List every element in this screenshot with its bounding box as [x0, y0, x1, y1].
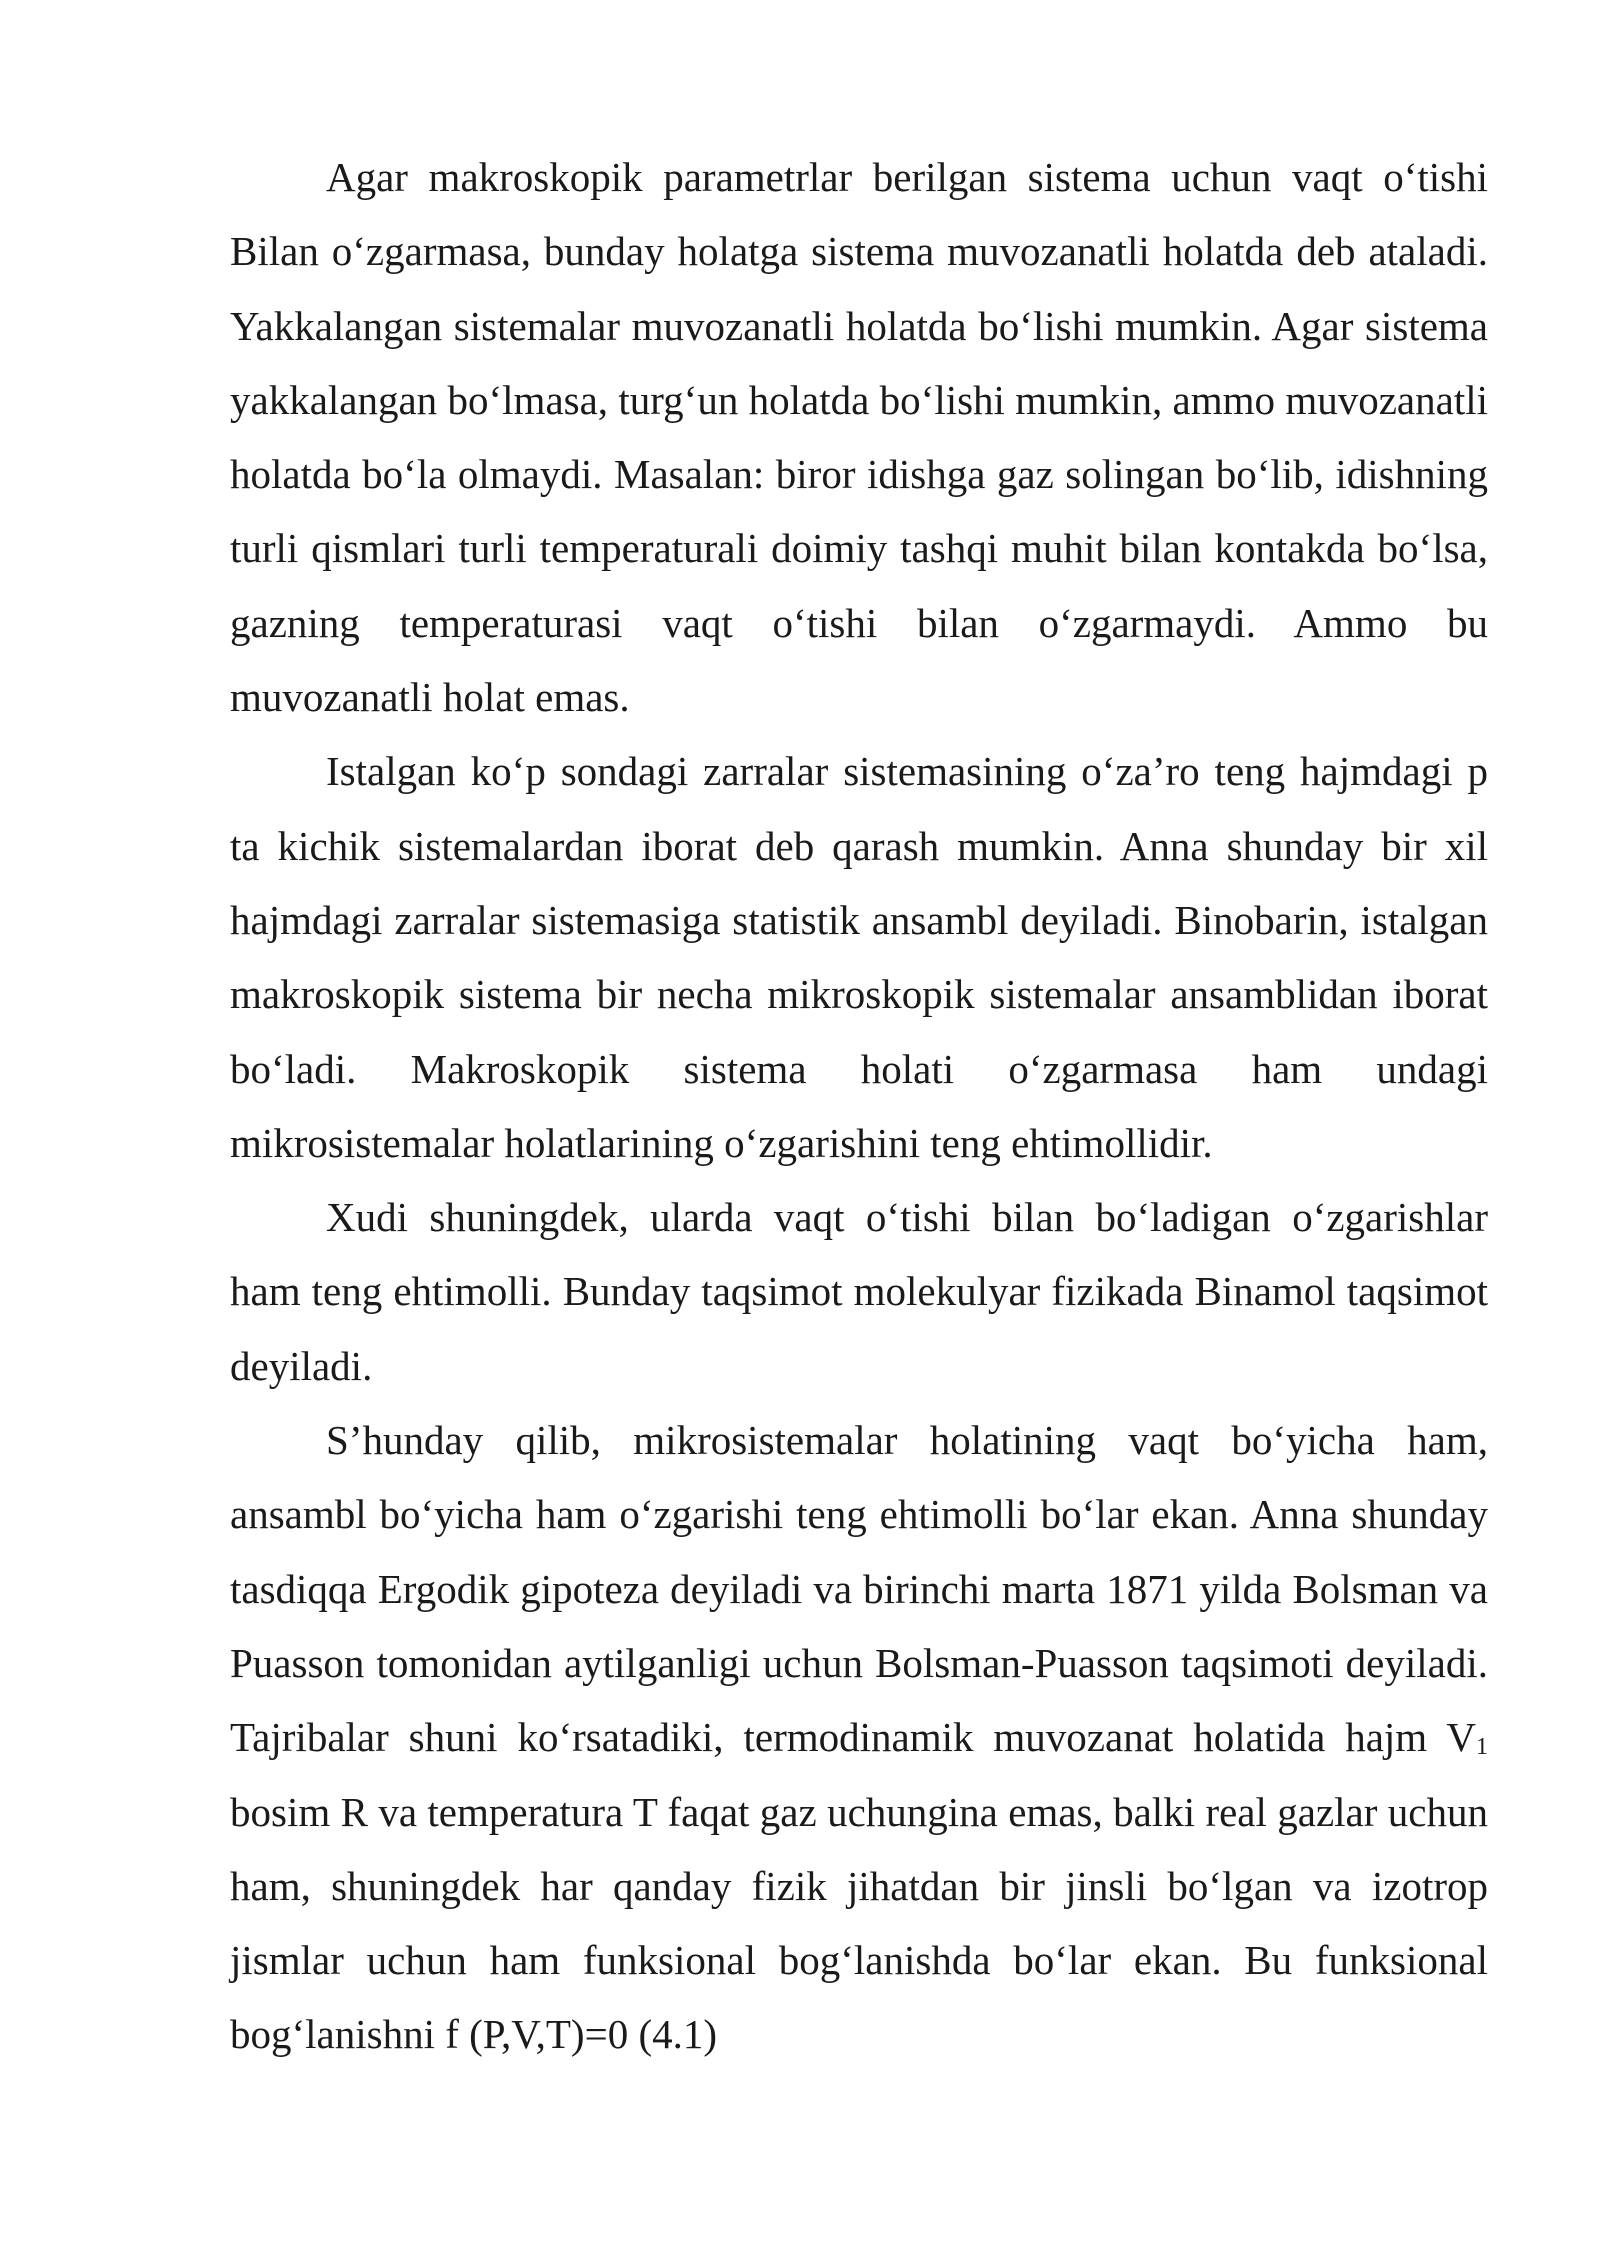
- paragraph-statistical-ensemble: Istalgan ko‘p sondagi zarralar sistemasining o‘za’ro teng hajmdagi p ta kichik sistemalardan iborat deb qarash mumkin. Anna shunday bir xil hajmdagi zarralar sistemasiga statistik ansambl deyiladi. Binobarin, istalgan makroskopik sistema bir necha mikroskopik sistemalar ansamblidan iborat bo‘ladi. Makroskopik sistema holati o‘zgarmasa ham undagi mikrosistemalar holatlarining o‘zgarishini teng ehtimollidir.: [230, 748, 1488, 1166]
- ergodic-text-part1: S’hunday qilib, mikrosistemalar holatining vaqt bo‘yicha ham, ansambl bo‘yicha ham o‘zgarishi teng ehtimolli bo‘lar ekan. Anna shunday tasdiqqa Ergodik gipoteza deyiladi va birinchi marta 1871 yilda Bolsman va Puasson tomonidan aytilganligi uchun Bolsman-Puasson taqsimoti deyiladi. Tajribalar shuni ko‘rsatadiki, termodinamik muvozanat holatida hajm V: [230, 1417, 1488, 1761]
- document-page: [230, 140, 1488, 2072]
- ergodic-text-part2: bosim R va temperatura T faqat gaz uchungina emas, balki real gazlar uchun ham, shuningdek har qanday fizik jihatdan bir jinsli bo‘lgan va izotrop jismlar uchun ham funksional bog‘lanishda bo‘lar ekan. Bu funksional bog‘lanishni f (P,V,T)=0 (4.1): [230, 1788, 1488, 2058]
- paragraph-distribution: Xudi shuningdek, ularda vaqt o‘tishi bilan bo‘ladigan o‘zgarishlar ham teng ehtimolli. Bunday taqsimot molekulyar fizikada Binamol taqsimot deyiladi.: [230, 1194, 1488, 1389]
- paragraph-ergodic-hypothesis: [230, 1403, 1488, 2072]
- volume-subscript: 1: [1476, 1734, 1488, 1761]
- paragraph-equilibrium: Agar makroskopik parametrlar berilgan sistema uchun vaqt o‘tishi Bilan o‘zgarmasa, bunday holatga sistema muvozanatli holatda deb ataladi. Yakkalangan sistemalar muvozanatli holatda bo‘lishi mumkin. Agar sistema yakkalangan bo‘lmasa, turg‘un holatda bo‘lishi mumkin, ammo muvozanatli holatda bo‘la olmaydi. Masalan: biror idishga gaz solingan bo‘lib, idishning turli qismlari turli temperaturali doimiy tashqi muhit bilan kontakda bo‘lsa, gazning temperaturasi vaqt o‘tishi bilan o‘zgarmaydi. Ammo bu muvozanatli holat emas.: [230, 154, 1488, 721]
